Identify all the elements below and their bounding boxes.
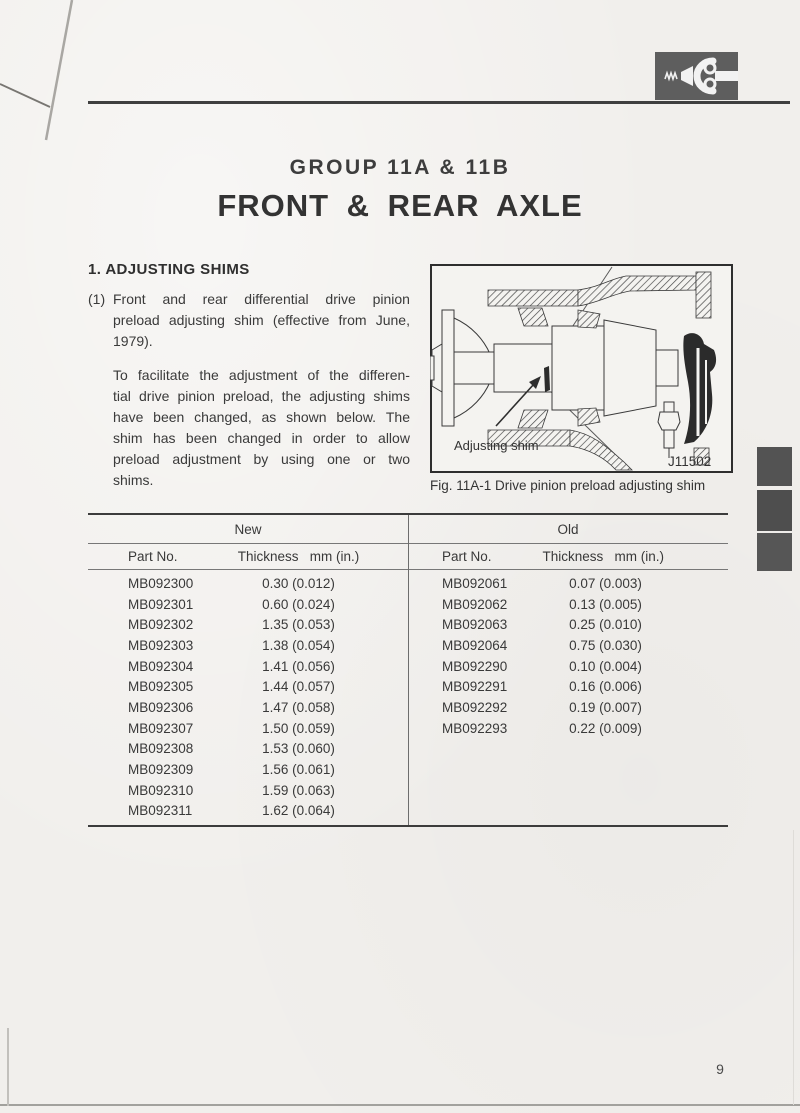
new-parts-column [88,573,408,825]
part-no-cell: MB092291 [442,679,508,695]
text-line: shim has been changed in order to allow [113,430,410,446]
part-no-cell: MB092309 [128,762,194,778]
thickness-cell: 1.53 (0.060) [262,741,335,757]
thickness-cell: 1.56 (0.061) [262,762,335,778]
old-parts-column [408,573,728,825]
table-row [88,718,408,739]
table-row [88,676,408,697]
thickness-cell: 0.07 (0.003) [569,575,642,591]
part-no-cell: MB092308 [128,741,194,757]
drive-pinion-cross-section-drawing [430,264,733,473]
table-row [88,635,408,656]
table-row [88,697,408,718]
part-no-cell: MB092304 [128,658,194,674]
thickness-cell: 1.47 (0.058) [262,699,335,715]
thickness-cell: 1.35 (0.053) [262,617,335,633]
table-row [408,656,728,677]
list-item-1 [88,289,410,352]
part-no-cell: MB092310 [128,782,194,798]
thickness-cell: 0.30 (0.012) [262,575,335,591]
text-line: preload adjustment by using one or two [113,451,410,467]
table-row [408,718,728,739]
thickness-cell: 1.41 (0.056) [262,658,335,674]
part-no-cell: MB092293 [442,720,508,736]
column-group-new: New [234,521,262,537]
old-column-headers [408,549,728,564]
axle-knuckle-icon [655,52,738,100]
text-line: To facilitate the adjustment of the differen- [113,367,410,383]
index-tab [757,447,792,486]
figure-callout-label: Adjusting shim [454,438,539,453]
text-line: Front and rear differential drive pinion [113,291,410,307]
page-number: 9 [716,1061,724,1077]
new-column-headers [88,549,408,564]
thickness-cell: 1.62 (0.064) [262,803,335,819]
thickness-cell: 0.16 (0.006) [569,679,642,695]
part-no-cell: MB092300 [128,575,194,591]
part-no-cell: MB092306 [128,699,194,715]
table-center-divider [408,515,409,825]
table-row [408,635,728,656]
table-row [88,801,408,822]
text-line: shims. [113,472,154,488]
thickness-cell: 1.44 (0.057) [262,679,335,695]
section-logo [655,52,738,100]
thickness-cell: 1.59 (0.063) [262,782,335,798]
col-header-thickness: Thickness mm (in.) [237,549,360,564]
table-row [408,676,728,697]
part-no-cell: MB092301 [128,596,194,612]
figure-caption: Fig. 11A-1 Drive pinion preload adjusting shim [430,478,706,493]
scan-bottom-edge-artifact [0,1104,800,1106]
group-title: GROUP 11A & 11B [289,156,511,179]
part-no-cell: MB092311 [128,803,193,819]
scan-right-edge-artifact [793,830,794,1105]
table-row [408,614,728,635]
text-line: have been changed, as shown below. The [113,409,410,425]
col-header-part-no: Part No. [442,549,492,564]
col-header-part-no: Part No. [128,549,178,564]
thickness-cell: 0.13 (0.005) [569,596,642,612]
thickness-cell: 0.75 (0.030) [569,637,642,653]
thickness-cell: 0.60 (0.024) [262,596,335,612]
part-no-cell: MB092302 [128,617,194,633]
table-row [88,594,408,615]
part-no-cell: MB092305 [128,679,194,695]
table-row [88,614,408,635]
section-heading: 1. ADJUSTING SHIMS [88,261,250,278]
table-row [88,573,408,594]
table-row [88,656,408,677]
col-header-thickness: Thickness mm (in.) [542,549,664,564]
header-rule [88,101,790,104]
part-no-cell: MB092292 [442,699,508,715]
adjusting-shims-section [88,259,410,491]
index-tab [757,533,792,571]
part-no-cell: MB092307 [128,720,194,736]
shim-table [88,513,728,827]
table-row [88,759,408,780]
list-item-marker: (1) [88,291,106,307]
thickness-cell: 0.19 (0.007) [569,699,642,715]
table-row [408,697,728,718]
thickness-cell: 0.10 (0.004) [569,658,642,674]
thickness-cell: 0.22 (0.009) [569,720,642,736]
thickness-cell: 1.38 (0.054) [262,637,335,653]
figure-11a-1 [430,264,733,473]
table-row [408,594,728,615]
thickness-cell: 1.50 (0.059) [262,720,335,736]
table-row [88,739,408,760]
text-line: preload adjusting shim (effective from June, [113,312,410,328]
text-line: 1979). [113,333,153,349]
body-paragraph [113,365,410,491]
part-no-cell: MB092062 [442,596,508,612]
part-no-cell: MB092061 [442,575,508,591]
figure-ref-code: J11502 [668,454,712,469]
item-paragraph [113,289,410,352]
part-no-cell: MB092290 [442,658,508,674]
index-tab [757,490,792,531]
scan-corner-artifact [0,0,130,145]
scan-left-edge-artifact [7,1028,9,1106]
column-group-old: Old [557,521,579,537]
text-line: tial drive pinion preload, the adjusting shims [113,388,410,404]
part-no-cell: MB092063 [442,617,508,633]
thickness-cell: 0.25 (0.010) [569,617,642,633]
table-row [408,573,728,594]
part-no-cell: MB092303 [128,637,194,653]
table-row [88,780,408,801]
part-no-cell: MB092064 [442,637,508,653]
page-title: FRONT & REAR AXLE [217,188,583,223]
